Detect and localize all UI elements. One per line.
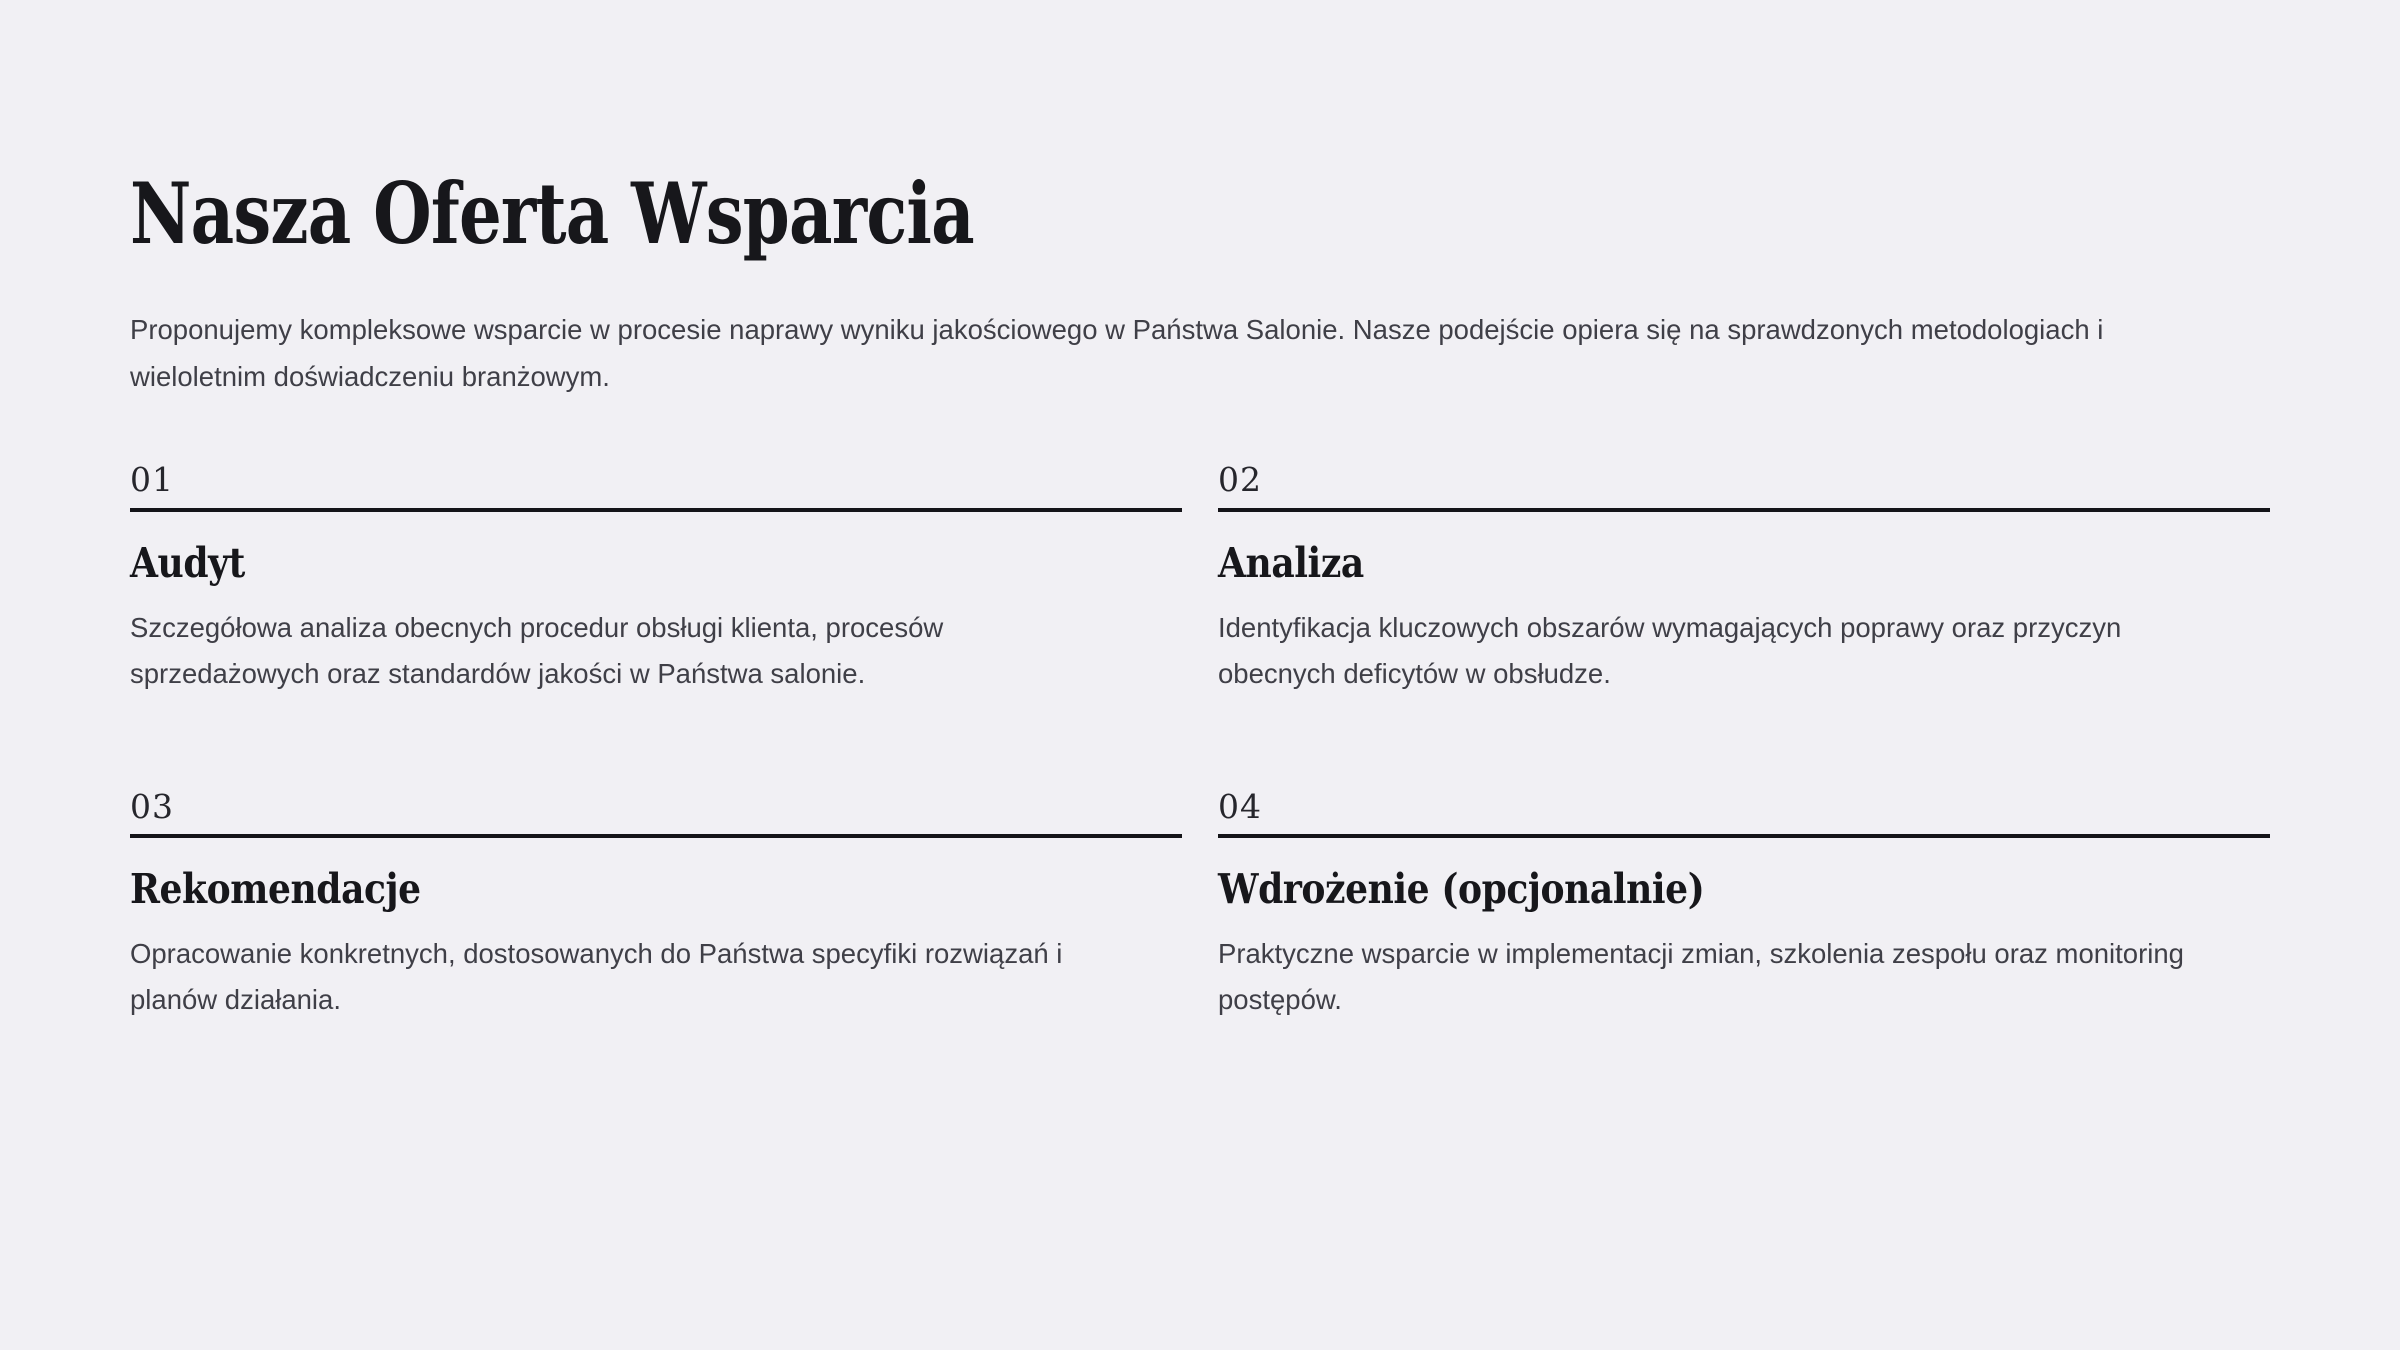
- section-divider: [1218, 508, 2270, 512]
- section-divider: [1218, 834, 2270, 838]
- section-number: 03: [130, 786, 174, 826]
- intro-text: Proponujemy kompleksowe wsparcie w procesie naprawy wyniku jakościowego w Państwa Salonie. Nasze podejście opiera się na sprawdzonych metodologiach i wieloletnim doświadczeniu branżowym.: [130, 314, 2104, 393]
- section-number: 04: [1218, 786, 1262, 826]
- section-title: Analiza: [1218, 538, 1364, 587]
- section-divider: [130, 834, 1182, 838]
- page-title: Nasza Oferta Wsparcia: [130, 164, 974, 263]
- section-title: Audyt: [130, 538, 245, 587]
- section-description: Identyfikacja kluczowych obszarów wymagających poprawy oraz przyczyn obecnych deficytów w obsłudze.: [1218, 611, 2122, 689]
- service-card-wdrozenie: [1218, 786, 2270, 1023]
- section-divider: [130, 508, 1182, 512]
- service-card-rekomendacje: [130, 786, 1182, 1023]
- service-card-audyt: [130, 462, 1182, 696]
- service-card-analiza: [1218, 462, 2270, 696]
- section-title: Wdrożenie (opcjonalnie): [1218, 865, 1705, 914]
- section-number: 01: [130, 460, 174, 500]
- section-title: Rekomendacje: [130, 865, 421, 914]
- services-grid: [130, 462, 2270, 1023]
- section-number: 02: [1218, 460, 1262, 500]
- section-description: Praktyczne wsparcie w implementacji zmian, szkolenia zespołu oraz monitoring postępów.: [1218, 938, 2184, 1016]
- section-description: Opracowanie konkretnych, dostosowanych do Państwa specyfiki rozwiązań i planów działania.: [130, 938, 1063, 1016]
- section-description: Szczegółowa analiza obecnych procedur obsługi klienta, procesów sprzedażowych oraz standardów jakości w Państwa salonie.: [130, 611, 944, 689]
